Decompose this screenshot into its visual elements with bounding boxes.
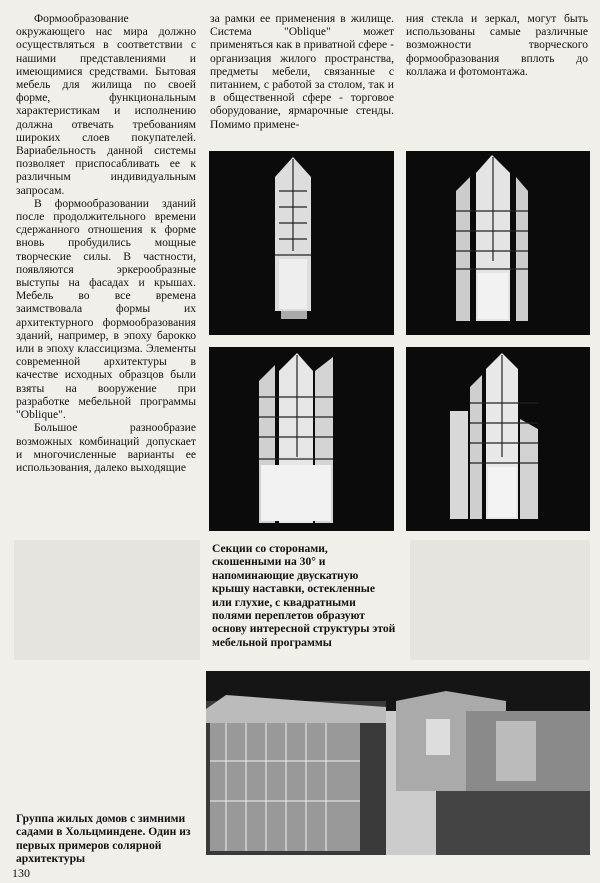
bleed-through-area [410,540,590,660]
caption-cabinets [212,542,396,649]
cabinet-illustration [209,151,394,335]
houses-illustration [206,671,590,855]
cabinet-photo-2 [406,151,590,335]
paragraph: Формообразование окружающего нас мира должно осуществляться в соответствии с нашими представлениями и имеющимися средствами. Бытовая мебель для жилища по своей форме, функциональным характеристикам и исполнению должна отвечать требованиям широких слоев покупателей. Вариабельность данной системы позволяет приспосабливать ее к различным индивидуальным запросам. [16,12,196,197]
cabinet-illustration [406,151,590,335]
cabinet-photo-4 [406,347,590,531]
caption-text: Группа жилых домов с зимними садами в Хольцминдене. Один из первых примеров солярной архитектуры [16,812,191,866]
paragraph: за рамки ее применения в жилище. Система "Oblique" может применяться как в приватной сфере - организация жилого пространства, предметы мебели, связанные с питанием, с работой за столом, так и в общественной сфере - торговое оборудование, ярмарочные стенды. Помимо примене- [210,12,394,131]
cabinet-illustration [406,347,590,531]
bleed-through-area [14,540,200,660]
caption-houses [16,812,198,866]
page-number: 130 [12,866,30,880]
text-column-right [406,12,588,78]
houses-photo [206,671,590,855]
paragraph: Большое разнообразие возможных комбинаций допускает и многочисленные варианты ее использования, далеко выходящие [16,421,196,474]
paragraph: В формообразовании зданий после продолжительного времени сдержанного отношения к форме вновь пробудились мощные творческие силы. В частности, появляются эркерообразные выступы на фасадах и крышах. Мебель во все времена заимствовала формы их архитектурного формообразования зданий, например, в эпоху барокко или в эпоху классицизма. Элементы современной архитектуры в качестве исходных образцов были взяты на вооружение при разработке мебельной программы "Oblique". [16,196,196,422]
cabinet-illustration [209,347,394,531]
caption-text: Секции со сторонами, скошенными на 30° и напоминающие двускатную крышу наставки, остекленные или глухие, с квадратными полями переплетов образуют основу интересной структуры этой мебельной программы [212,542,396,649]
cabinet-photo-1 [209,151,394,335]
text-column-left [16,12,196,474]
text-column-middle [210,12,394,131]
paragraph: ния стекла и зеркал, могут быть использованы самые различные возможности творческого формообразования вплоть до коллажа и фотомонтажа. [406,12,588,78]
cabinet-photo-3 [209,347,394,531]
